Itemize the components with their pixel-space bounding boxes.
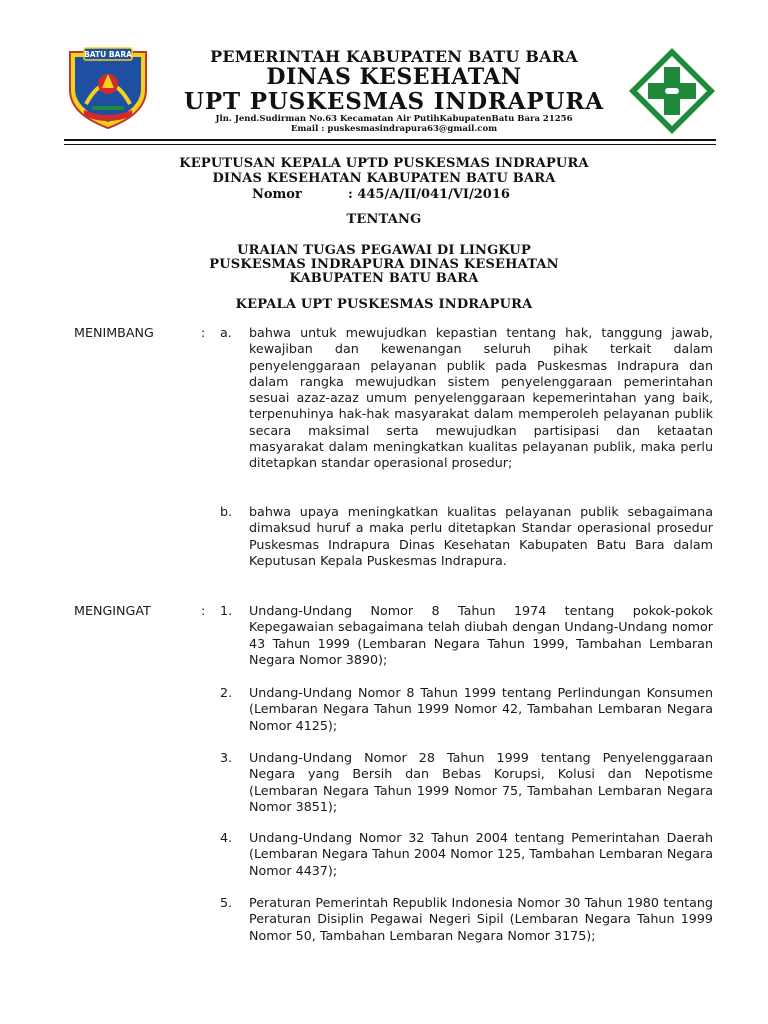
menimbang-item-b-mark: b. xyxy=(220,504,233,519)
decree-number xyxy=(252,187,510,202)
office-email: Email : puskesmasindrapura63@gmail.com xyxy=(290,124,498,134)
letterhead-divider-thin xyxy=(64,144,716,145)
subject-line3: KABUPATEN BATU BARA xyxy=(289,271,479,286)
mengingat-item-1-mark: 1. xyxy=(220,603,233,618)
mengingat-item-4-text: Undang-Undang Nomor 32 Tahun 2004 tentang Pemerintahan Daerah (Lembaran Negara Tahun 2004 Nomor 125, Tambahan Lembaran Negara Nomor 4437); xyxy=(249,830,713,878)
menimbang-label: MENIMBANG xyxy=(74,325,154,340)
government-name: PEMERINTAH KABUPATEN BATU BARA xyxy=(210,47,578,66)
decree-title-line2: DINAS KESEHATAN KABUPATEN BATU BARA xyxy=(212,171,556,186)
tentang-heading: TENTANG xyxy=(346,212,422,227)
menimbang-item-a-text: bahwa untuk mewujudkan kepastian tentang hak, tanggung jawab, kewajiban dan kewenangan seluruh pihak terkait dalam penyelenggaraan pelayanan publik pada Puskesmas Indrapura dan dalam rangka mewujudkan sistem penyelenggaraan pemerintahan sesuai azaz-azaz umum penyelenggaraan kepemerintahan yang baik, terpenuhinya hak-hak masyarakat dalam memperoleh pelayanan publik secara maksimal serta mewujudkan partisipasi dan ketaatan masyarakat dalam meningkatkan kualitas pelayanan publik, maka perlu ditetapkan standar operasional prosedur; xyxy=(249,325,713,471)
mengingat-label: MENGINGAT xyxy=(74,603,151,618)
letterhead-divider-thick xyxy=(64,139,716,141)
issuer-heading: KEPALA UPT PUSKESMAS INDRAPURA xyxy=(235,297,533,312)
batu-bara-coat-of-arms-logo xyxy=(62,44,154,130)
mengingat-item-5-mark: 5. xyxy=(220,895,233,910)
office-address: Jln. Jend.Sudirman No.63 Kecamatan Air PutihKabupatenBatu Bara 21256 xyxy=(215,114,573,124)
mengingat-item-3-text: Undang-Undang Nomor 28 Tahun 1999 tentang Penyelenggaraan Negara yang Bersih dan Bebas Korupsi, Kolusi dan Nepotisme (Lembaran Negara Tahun 1999 Nomor 75, Tambahan Lembaran Negara Nomor 3851); xyxy=(249,750,713,814)
agency-name: DINAS KESEHATAN xyxy=(266,64,522,90)
subject-line2: PUSKESMAS INDRAPURA DINAS KESEHATAN xyxy=(209,257,559,272)
mengingat-item-3-mark: 3. xyxy=(220,750,233,765)
mengingat-item-2-mark: 2. xyxy=(220,685,233,700)
mengingat-item-5-text: Peraturan Pemerintah Republik Indonesia Nomor 30 Tahun 1980 tentang Peraturan Disiplin Pegawai Negeri Sipil (Lembaran Negara Tahun 1999 Nomor 50, Tambahan Lembaran Negara Nomor 3175); xyxy=(249,895,713,943)
health-cross-logo xyxy=(627,46,717,136)
mengingat-item-4-mark: 4. xyxy=(220,830,233,845)
unit-name: UPT PUSKESMAS INDRAPURA xyxy=(184,88,604,115)
menimbang-item-a-mark: a. xyxy=(220,325,232,340)
logo-lettering: BATU BARA xyxy=(84,50,132,59)
mengingat-colon: : xyxy=(201,603,206,618)
mengingat-item-2-text: Undang-Undang Nomor 8 Tahun 1999 tentang Perlindungan Konsumen (Lembaran Negara Tahun 1999 Nomor 42, Tambahan Lembaran Negara Nomor 4125); xyxy=(249,685,713,733)
subject-line1: URAIAN TUGAS PEGAWAI DI LINGKUP xyxy=(237,243,531,258)
mengingat-item-1-text: Undang-Undang Nomor 8 Tahun 1974 tentang pokok-pokok Kepegawaian sebagaimana telah diubah dengan Undang-Undang nomor 43 Tahun 1999 (Lembaran Negara Tahun 1999, Tambahan Lembaran Negara Nomor 3890); xyxy=(249,603,713,667)
menimbang-colon: : xyxy=(201,325,206,340)
decree-number-label: Nomor xyxy=(252,187,302,202)
decree-number-value: : 445/A/II/041/VI/2016 xyxy=(348,187,510,202)
menimbang-item-b-text: bahwa upaya meningkatkan kualitas pelayanan publik sebagaimana dimaksud huruf a maka perlu ditetapkan Standar operasional prosedur Puskesmas Indrapura Dinas Kesehatan Kabupaten Batu Bara dalam Keputusan Kepala Puskesmas Indrapura. xyxy=(249,504,713,568)
decree-title-line1: KEPUTUSAN KEPALA UPTD PUSKESMAS INDRAPURA xyxy=(179,156,589,171)
